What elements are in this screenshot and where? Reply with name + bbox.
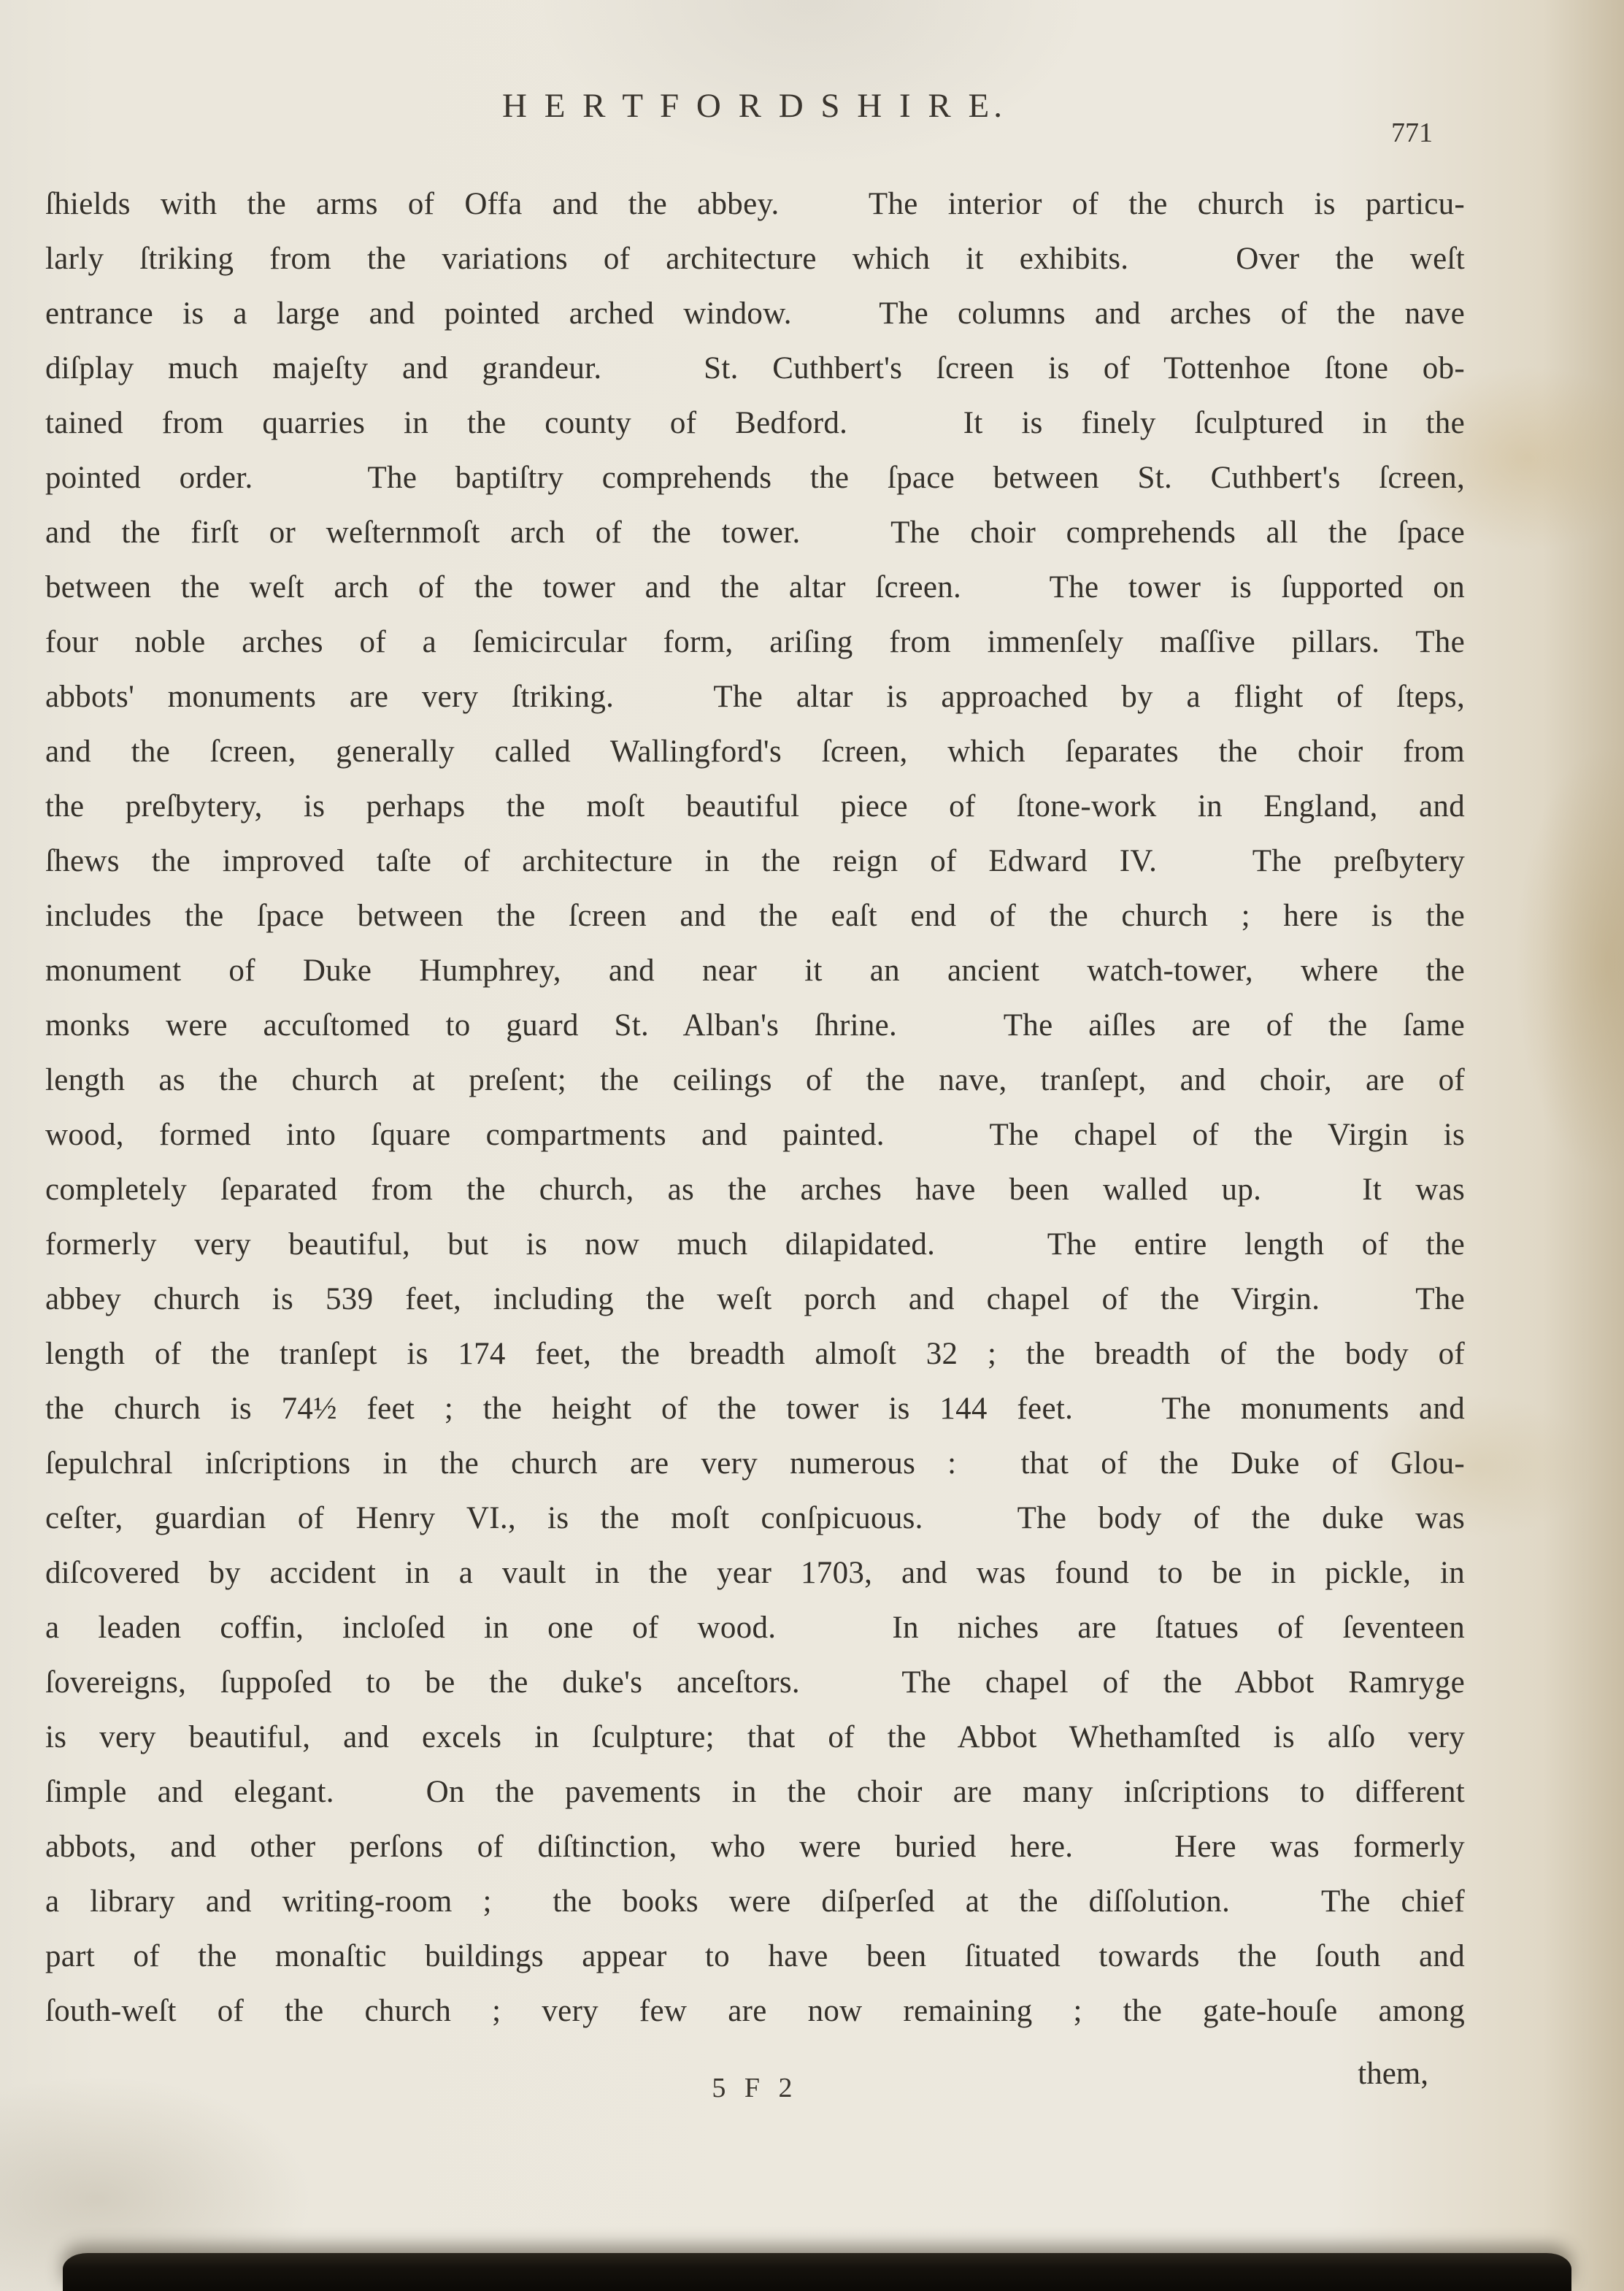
text-line: abbey church is 539 feet, including the weſt porch and chapel of the Virgin. The: [45, 1282, 1465, 1316]
text-line: four noble arches of a ſemicircular form, ariſing from immenſely maſſive pillars. The: [45, 625, 1465, 659]
text-line: ſimple and elegant. On the pavements in the choir are many inſcriptions to different: [45, 1775, 1465, 1809]
page-number: 771: [1391, 118, 1433, 148]
text-line: length of the tranſept is 174 feet, the breadth almoſt 32 ; the breadth of the body of: [45, 1337, 1465, 1371]
text-line: ſovereigns, ſuppoſed to be the duke's anceſtors. The chapel of the Abbot Ramryge: [45, 1665, 1465, 1700]
scan-edge-shadow: [63, 2253, 1571, 2291]
text-line: completely ſeparated from the church, as the arches have been walled up. It was: [45, 1173, 1465, 1207]
text-line: ceſter, guardian of Henry VI., is the moſt conſpicuous. The body of the duke was: [45, 1501, 1465, 1535]
text-line: abbots, and other perſons of diſtinction, who were buried here. Here was formerly: [45, 1830, 1465, 1864]
running-title: H E R T F O R D S H I R E.: [502, 87, 1007, 125]
text-line: monument of Duke Humphrey, and near it an ancient watch-tower, where the: [45, 953, 1465, 988]
text-line: the preſbytery, is perhaps the moſt beautiful piece of ſtone-work in England, and: [45, 789, 1465, 824]
text-line: between the weſt arch of the tower and the altar ſcreen. The tower is ſupported on: [45, 570, 1465, 605]
text-line: diſcovered by accident in a vault in the year 1703, and was found to be in pickle, in: [45, 1556, 1465, 1590]
body-text: [45, 177, 1465, 2038]
text-line: entrance is a large and pointed arched window. The columns and arches of the nave: [45, 296, 1465, 331]
text-line: pointed order. The baptiſtry comprehends the ſpace between St. Cuthbert's ſcreen,: [45, 461, 1465, 495]
text-line: ſhields with the arms of Offa and the abbey. The interior of the church is particu-: [45, 187, 1465, 221]
text-line: wood, formed into ſquare compartments and painted. The chapel of the Virgin is: [45, 1118, 1465, 1152]
signature-mark: 5 F 2: [712, 2073, 798, 2103]
text-line: ſouth-weſt of the church ; very few are now remaining ; the gate-houſe among: [45, 1994, 1465, 2028]
text-line: length as the church at preſent; the ceilings of the nave, tranſept, and choir, are of: [45, 1063, 1465, 1097]
text-line: includes the ſpace between the ſcreen and the eaſt end of the church ; here is the: [45, 899, 1465, 933]
text-line: the church is 74½ feet ; the height of the tower is 144 feet. The monuments and: [45, 1392, 1465, 1426]
text-line: ſhews the improved taſte of architecture in the reign of Edward IV. The preſbytery: [45, 844, 1465, 878]
page-header: [45, 86, 1463, 148]
text-line: tained from quarries in the county of Bedford. It is finely ſculptured in the: [45, 406, 1465, 440]
text-line: monks were accuſtomed to guard St. Alban's ſhrine. The aiſles are of the ſame: [45, 1008, 1465, 1043]
text-line: ſepulchral inſcriptions in the church are very numerous : that of the Duke of Glou-: [45, 1446, 1465, 1481]
text-line: and the ſcreen, generally called Wallingford's ſcreen, which ſeparates the choir from: [45, 734, 1465, 769]
text-line: a library and writing-room ; the books were diſperſed at the diſſolution. The chief: [45, 1884, 1465, 1919]
text-line: abbots' monuments are very ſtriking. The altar is approached by a flight of ſteps,: [45, 680, 1465, 714]
text-line: larly ſtriking from the variations of architecture which it exhibits. Over the weſt: [45, 242, 1465, 276]
catchword: them,: [1358, 2057, 1428, 2091]
text-line: a leaden coffin, incloſed in one of wood. In niches are ſtatues of ſeventeen: [45, 1611, 1465, 1645]
text-line: is very beautiful, and excels in ſculpture; that of the Abbot Whethamſted is alſo very: [45, 1720, 1465, 1754]
text-line: part of the monaſtic buildings appear to have been ſituated towards the ſouth and: [45, 1939, 1465, 1973]
text-line: formerly very beautiful, but is now much dilapidated. The entire length of the: [45, 1227, 1465, 1262]
text-line: diſplay much majeſty and grandeur. St. Cuthbert's ſcreen is of Tottenhoe ſtone ob-: [45, 351, 1465, 385]
text-line: and the firſt or weſternmoſt arch of the tower. The choir comprehends all the ſpace: [45, 515, 1465, 550]
